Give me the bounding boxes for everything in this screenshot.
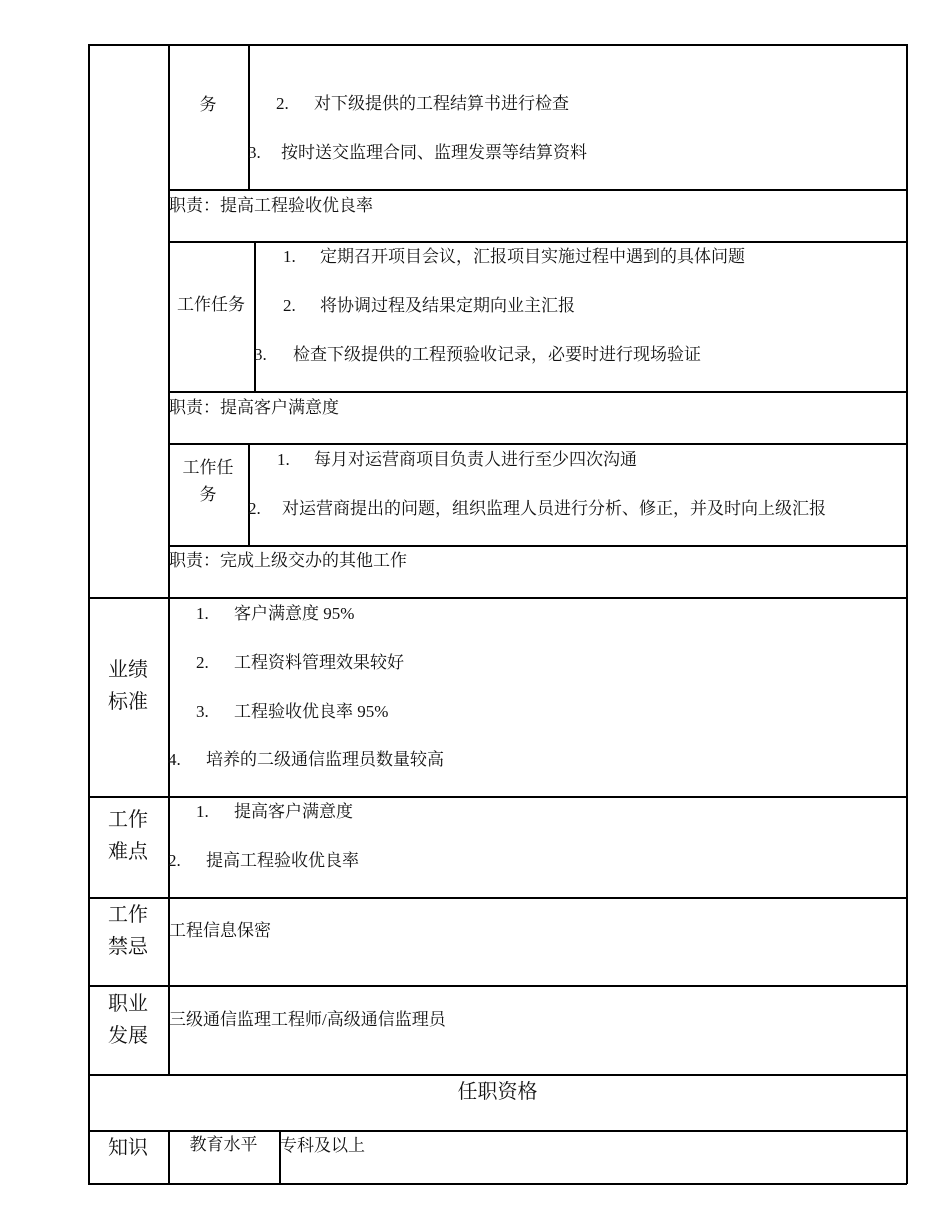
list-item xyxy=(277,449,637,471)
item-text: 每月对运营商项目负责人进行至少四次沟通 xyxy=(314,450,637,469)
list-item xyxy=(276,93,569,115)
duty-title: 职责：提高工程验收优良率 xyxy=(169,196,373,215)
item-number: 1. xyxy=(196,604,209,623)
task-label-line: 工作任 xyxy=(182,458,234,477)
qualification-title: 任职资格 xyxy=(457,1081,538,1103)
label-line: 职业 xyxy=(108,993,148,1015)
taboo-label xyxy=(88,899,168,963)
task-label-line: 务 xyxy=(199,485,217,504)
item-text: 提高客户满意度 xyxy=(234,802,353,821)
list-item xyxy=(283,246,745,268)
label-line: 工作 xyxy=(108,904,148,926)
item-number: 1. xyxy=(283,247,296,266)
career-text: 三级通信监理工程师/高级通信监理员 xyxy=(169,1010,446,1029)
label-line: 工作 xyxy=(108,809,148,831)
item-number: 3. xyxy=(196,702,209,721)
task-label xyxy=(168,454,248,508)
item-number: 2. xyxy=(276,94,289,113)
career-label xyxy=(88,988,168,1052)
task-label-continued: 务 xyxy=(199,95,217,114)
duty-title: 职责：提高客户满意度 xyxy=(169,398,339,417)
label-line: 业绩 xyxy=(108,659,148,681)
list-item xyxy=(196,603,354,625)
item-number: 3. xyxy=(254,345,267,364)
item-number: 1. xyxy=(277,450,290,469)
list-item xyxy=(248,142,587,164)
item-number: 2. xyxy=(248,499,261,518)
item-text: 将协调过程及结果定期向业主汇报 xyxy=(320,296,575,315)
item-text: 对运营商提出的问题，组织监理人员进行分析、修正，并及时向上级汇报 xyxy=(282,499,826,518)
item-text: 提高工程验收优良率 xyxy=(206,851,359,870)
list-item xyxy=(254,344,701,366)
item-number: 2. xyxy=(168,851,181,870)
list-item xyxy=(283,295,575,317)
list-item xyxy=(196,652,404,674)
item-number: 2. xyxy=(196,653,209,672)
difficulty-label xyxy=(88,804,168,868)
list-item xyxy=(248,498,826,520)
label-line: 禁忌 xyxy=(108,936,148,958)
item-text: 按时送交监理合同、监理发票等结算资料 xyxy=(281,143,587,162)
item-number: 1. xyxy=(196,802,209,821)
list-item xyxy=(168,749,444,771)
performance-label xyxy=(88,654,168,718)
label-line: 标准 xyxy=(108,691,148,713)
list-item xyxy=(168,850,359,872)
item-text: 工程验收优良率 95% xyxy=(234,702,389,721)
item-text: 客户满意度 95% xyxy=(234,604,355,623)
item-text: 培养的二级通信监理员数量较高 xyxy=(206,750,444,769)
item-number: 4. xyxy=(168,750,181,769)
duty-title: 职责：完成上级交办的其他工作 xyxy=(169,551,407,570)
knowledge-label: 知识 xyxy=(108,1137,148,1159)
taboo-text: 工程信息保密 xyxy=(169,921,271,940)
education-label: 教育水平 xyxy=(189,1135,258,1154)
item-text: 工程资料管理效果较好 xyxy=(234,653,404,672)
item-number: 2. xyxy=(283,296,296,315)
item-text: 定期召开项目会议，汇报项目实施过程中遇到的具体问题 xyxy=(320,247,745,266)
item-text: 检查下级提供的工程预验收记录，必要时进行现场验证 xyxy=(293,345,701,364)
item-text: 对下级提供的工程结算书进行检查 xyxy=(314,94,569,113)
item-number: 3. xyxy=(248,143,261,162)
label-line: 发展 xyxy=(108,1025,148,1047)
list-item xyxy=(196,801,353,823)
task-label: 工作任务 xyxy=(177,295,245,314)
education-value: 专科及以上 xyxy=(280,1136,365,1155)
list-item xyxy=(196,701,388,723)
label-line: 难点 xyxy=(108,841,148,863)
